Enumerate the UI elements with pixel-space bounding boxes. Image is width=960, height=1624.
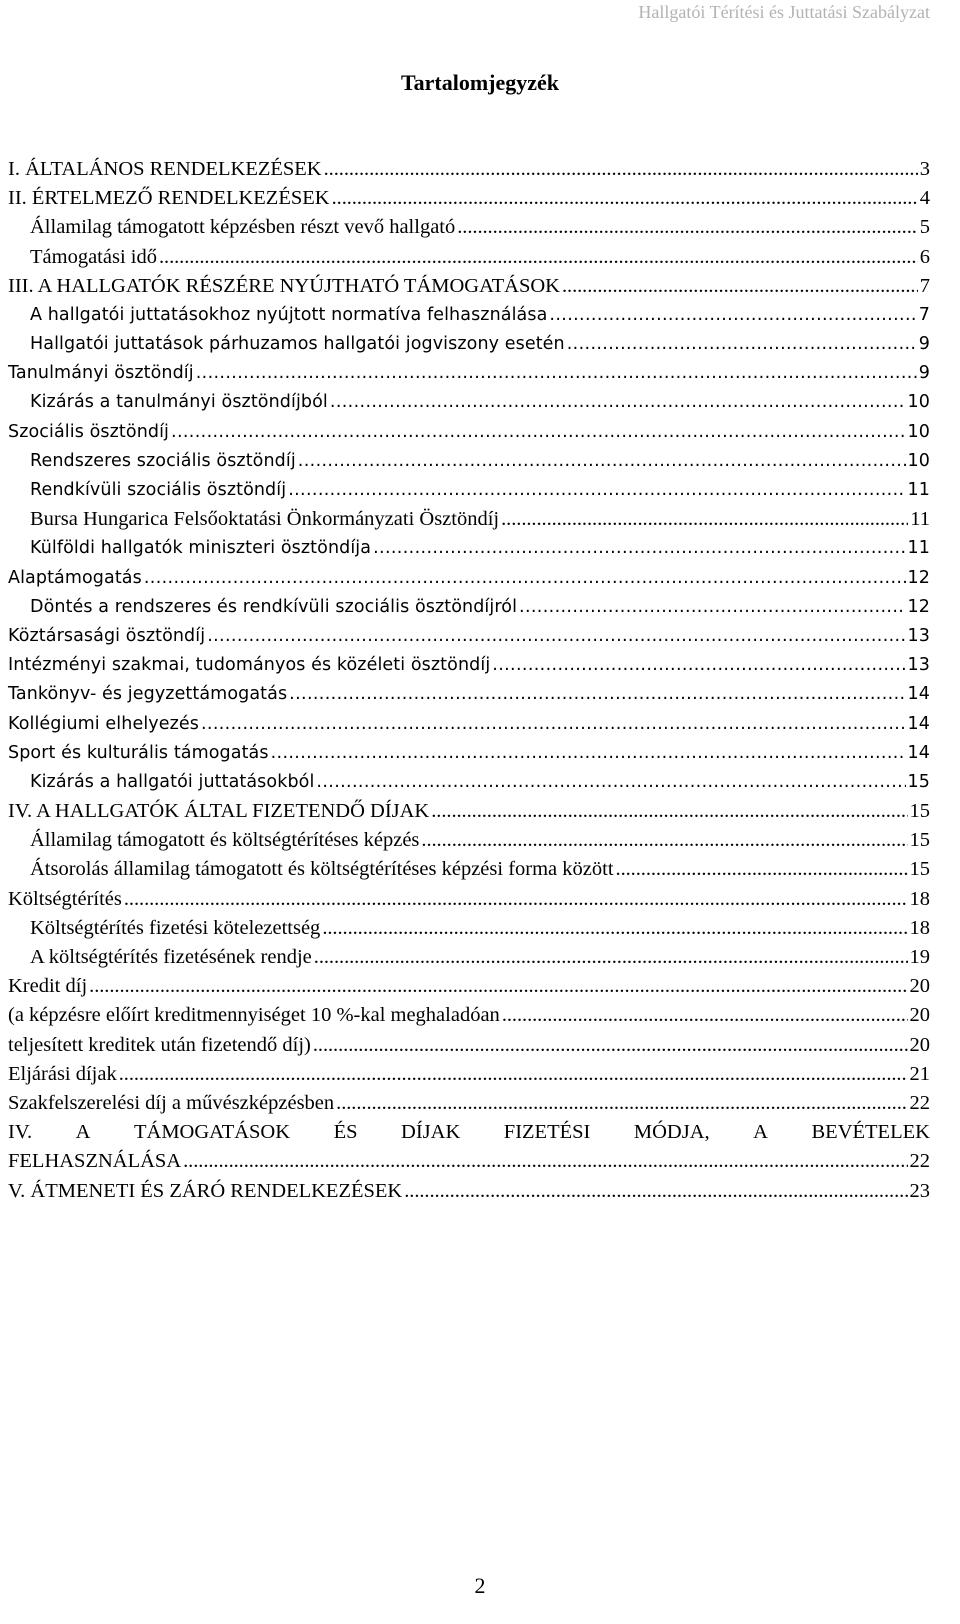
toc-entry-justified-line[interactable]: IV. A TÁMOGATÁSOK ÉS DÍJAK FIZETÉSI MÓDJA, A BEVÉTELEK: [8, 1121, 930, 1144]
toc-page-number: 9: [918, 363, 930, 384]
toc-entry[interactable]: Szociális ösztöndíj . . . 10: [8, 418, 930, 447]
toc-page-number: 5: [919, 216, 930, 239]
toc-page-number: 15: [909, 800, 930, 823]
leader-dots: [519, 593, 906, 622]
toc-entry[interactable]: Költségtérítés . . . 18: [8, 885, 930, 914]
leader-dots: [562, 272, 918, 301]
leader-dots: [298, 447, 906, 476]
running-header: Hallgatói Térítési és Juttatási Szabályzat: [638, 2, 930, 22]
toc-entry[interactable]: Kizárás a hallgatói juttatásokból . . . 15: [8, 768, 930, 797]
toc-page-number: 18: [909, 887, 930, 910]
toc-entry[interactable]: Államilag támogatott és költségtérítéses képzés . . . 15: [8, 826, 930, 855]
leader-dots: [119, 1060, 908, 1089]
leader-dots: [549, 301, 916, 330]
toc-page-number: 20: [909, 1004, 930, 1027]
toc-page-number: 15: [907, 771, 930, 792]
toc-entry[interactable]: Hallgatói juttatások párhuzamos hallgatói jogviszony esetén . . . 9: [8, 330, 930, 359]
toc-page-number: 14: [907, 684, 930, 705]
leader-dots: [183, 1147, 907, 1176]
toc-entry[interactable]: (a képzésre előírt kreditmennyiséget 10 %-kal meghaladóan . . . 20: [8, 1001, 930, 1030]
toc-entry[interactable]: Külföldi hallgatók miniszteri ösztöndíja . . . 11: [8, 534, 930, 563]
table-of-contents: [8, 155, 930, 1206]
leader-dots: [271, 739, 906, 768]
toc-page-number: 6: [919, 245, 930, 268]
toc-entry[interactable]: II. ÉRTELMEZŐ RENDELKEZÉSEK . . . 4: [8, 184, 930, 213]
toc-page-number: 15: [909, 858, 930, 881]
toc-entry[interactable]: Rendkívüli szociális ösztöndíj . . . 11: [8, 476, 930, 505]
toc-entry[interactable]: Sport és kulturális támogatás . . . 14: [8, 739, 930, 768]
leader-dots: [313, 1031, 908, 1060]
toc-page-number: 14: [907, 713, 930, 734]
toc-page-number: 19: [909, 946, 930, 969]
leader-dots: [207, 622, 905, 651]
leader-dots: [336, 1089, 907, 1118]
leader-dots: [89, 972, 907, 1001]
leader-dots: [322, 914, 907, 943]
toc-entry[interactable]: III. A HALLGATÓK RÉSZÉRE NYÚJTHATÓ TÁMOGATÁSOK . . . 7: [8, 272, 930, 301]
toc-entry[interactable]: teljesített kreditek után fizetendő díj) . . . 20: [8, 1031, 930, 1060]
toc-page-number: 7: [918, 304, 930, 325]
toc-page-number: 23: [909, 1179, 930, 1202]
leader-dots: [492, 651, 905, 680]
toc-entry[interactable]: Kollégiumi elhelyezés . . . 14: [8, 710, 930, 739]
leader-dots: [159, 243, 918, 272]
toc-entry[interactable]: Költségtérítés fizetési kötelezettség . . . 18: [8, 914, 930, 943]
toc-entry[interactable]: Átsorolás államilag támogatott és költségtérítéses képzési forma között . . . 15: [8, 856, 930, 885]
toc-entry[interactable]: Tanulmányi ösztöndíj . . . 9: [8, 359, 930, 388]
toc-page-number: 10: [907, 450, 930, 471]
toc-page-number: 11: [910, 508, 930, 531]
leader-dots: [171, 418, 906, 447]
leader-dots: [404, 1177, 907, 1206]
toc-entry[interactable]: Szakfelszerelési díj a művészképzésben . . . 22: [8, 1089, 930, 1118]
toc-entry[interactable]: Támogatási idő . . . 6: [8, 243, 930, 272]
toc-entry[interactable]: Döntés a rendszeres és rendkívüli szociális ösztöndíjról . . . 12: [8, 593, 930, 622]
leader-dots: [502, 1001, 908, 1030]
leader-dots: [616, 855, 908, 884]
leader-dots: [144, 564, 906, 593]
toc-page-number: 20: [909, 975, 930, 998]
toc-page-number: 13: [907, 655, 930, 676]
toc-entry[interactable]: A hallgatói juttatásokhoz nyújtott normatíva felhasználása . . . 7: [8, 301, 930, 330]
toc-page-number: 10: [907, 392, 930, 413]
toc-entry[interactable]: Intézményi szakmai, tudományos és közéleti ösztöndíj . . . 13: [8, 651, 930, 680]
leader-dots: [567, 330, 917, 359]
toc-page-number: 15: [909, 829, 930, 852]
toc-entry[interactable]: Kizárás a tanulmányi ösztöndíjból . . . 10: [8, 389, 930, 418]
leader-dots: [330, 388, 906, 417]
toc-page-number: 22: [909, 1091, 930, 1114]
toc-entry[interactable]: Tankönyv- és jegyzettámogatás . . . 14: [8, 680, 930, 709]
leader-dots: [421, 826, 907, 855]
toc-page-number: 20: [909, 1033, 930, 1056]
toc-entry[interactable]: Alaptámogatás . . . 12: [8, 564, 930, 593]
leader-dots: [196, 359, 917, 388]
toc-title: Tartalomjegyzék: [400, 70, 560, 95]
toc-entry[interactable]: Rendszeres szociális ösztöndíj . . . 10: [8, 447, 930, 476]
leader-dots: [289, 680, 905, 709]
toc-page-number: 9: [918, 334, 930, 355]
toc-page-number: 12: [907, 596, 930, 617]
leader-dots: [316, 768, 905, 797]
leader-dots: [201, 710, 906, 739]
toc-page-number: 18: [909, 916, 930, 939]
toc-entry[interactable]: Bursa Hungarica Felsőoktatási Önkormányzati Ösztöndíj . . . 11: [8, 505, 930, 534]
toc-entry[interactable]: FELHASZNÁLÁSA . . . 22: [8, 1147, 930, 1176]
leader-dots: [457, 213, 918, 242]
toc-page-number: 11: [907, 480, 930, 501]
toc-entry[interactable]: Eljárási díjak . . . 21: [8, 1060, 930, 1089]
toc-entry[interactable]: IV. A HALLGATÓK ÁLTAL FIZETENDŐ DÍJAK . . . 15: [8, 797, 930, 826]
toc-entry[interactable]: Kredit díj . . . 20: [8, 972, 930, 1001]
leader-dots: [501, 505, 908, 534]
toc-page-number: 4: [919, 187, 930, 210]
leader-dots: [288, 476, 905, 505]
toc-entry[interactable]: V. ÁTMENETI ÉS ZÁRÓ RENDELKEZÉSEK . . . 23: [8, 1177, 930, 1206]
leader-dots: [332, 184, 918, 213]
leader-dots: [324, 155, 918, 184]
toc-page-number: 21: [909, 1062, 930, 1085]
page-number: 2: [474, 1573, 486, 1598]
toc-entry[interactable]: I. ÁLTALÁNOS RENDELKEZÉSEK . . . 3: [8, 155, 930, 184]
leader-dots: [373, 534, 905, 563]
toc-page-number: 22: [909, 1150, 930, 1173]
toc-page-number: 7: [919, 274, 930, 297]
toc-entry[interactable]: A költségtérítés fizetésének rendje . . . 19: [8, 943, 930, 972]
toc-page-number: 13: [907, 625, 930, 646]
toc-page-number: 3: [919, 157, 930, 180]
toc-page-number: 11: [907, 538, 930, 559]
leader-dots: [124, 885, 908, 914]
toc-page-number: 12: [907, 567, 930, 588]
leader-dots: [314, 943, 908, 972]
toc-entry[interactable]: Államilag támogatott képzésben részt vevő hallgató . . . 5: [8, 213, 930, 242]
toc-page-number: 10: [907, 421, 930, 442]
toc-entry[interactable]: Köztársasági ösztöndíj . . . 13: [8, 622, 930, 651]
leader-dots: [431, 797, 907, 826]
toc-page-number: 14: [907, 742, 930, 763]
